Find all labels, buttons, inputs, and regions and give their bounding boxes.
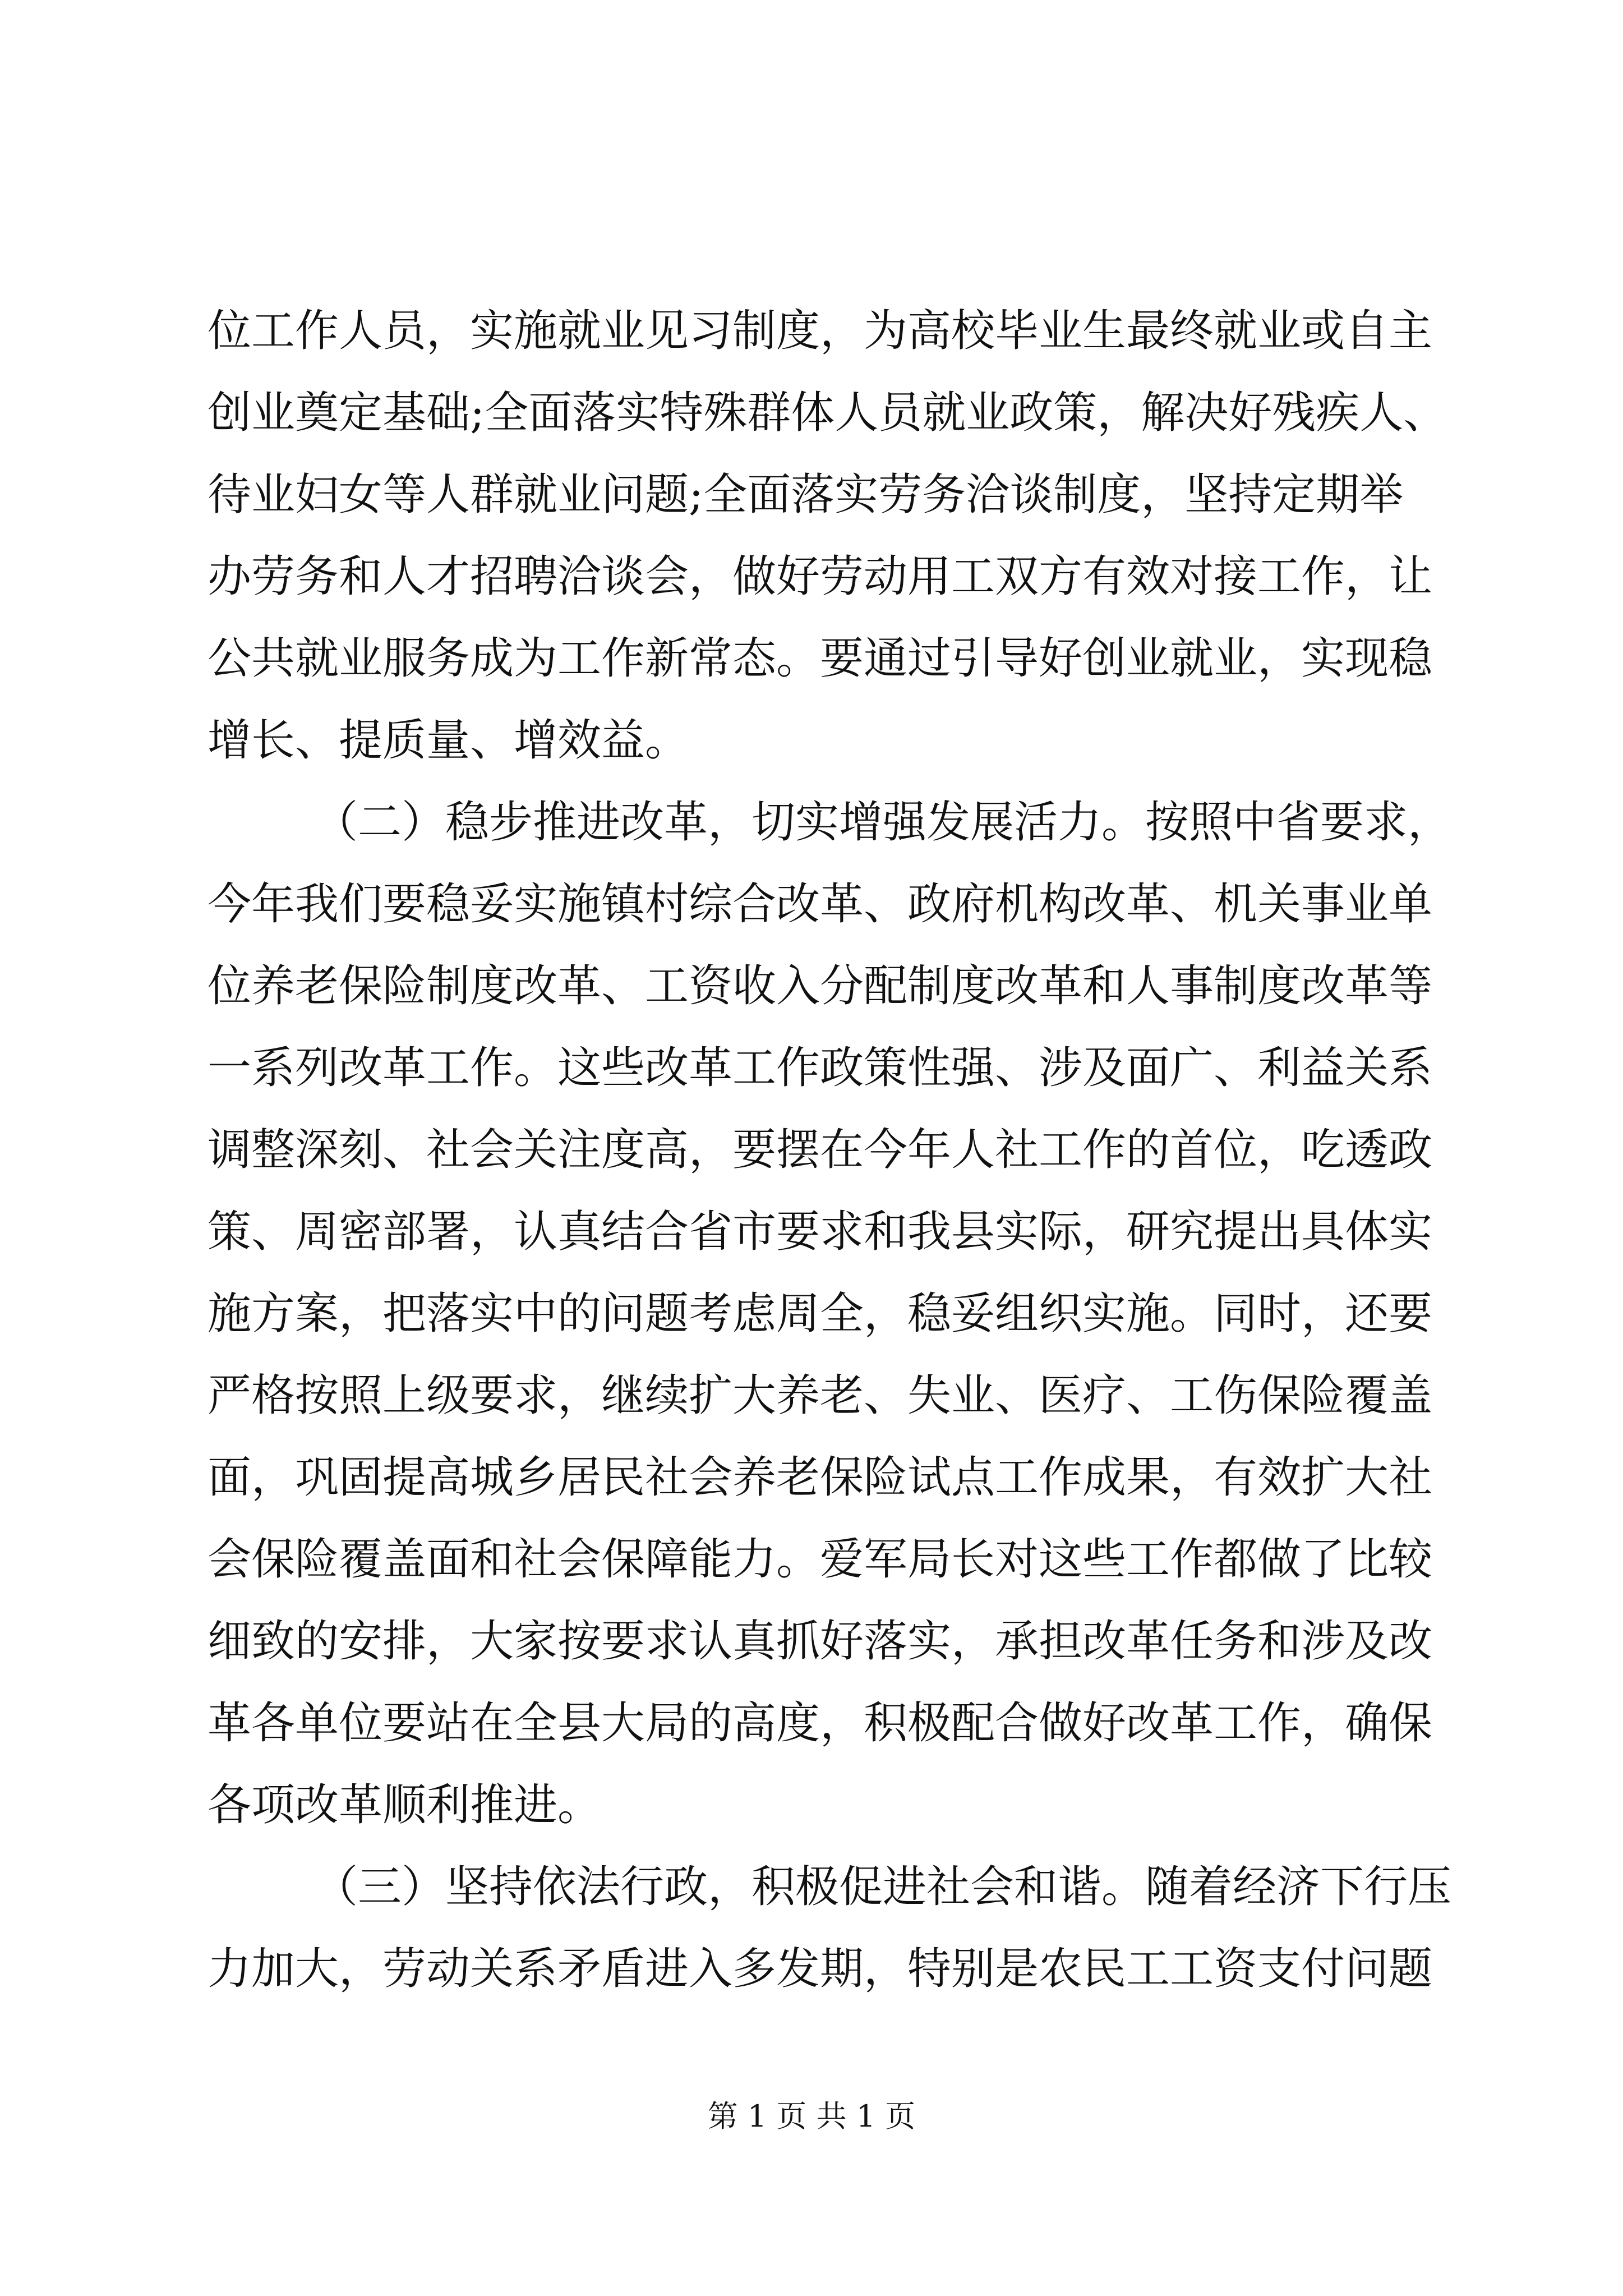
text-line: 办劳务和人才招聘洽谈会，做好劳动用工双方有效对接工作，让	[208, 551, 1433, 602]
text-line: 面，巩固提高城乡居民社会养老保险试点工作成果，有效扩大社	[208, 1452, 1433, 1503]
text-line: 革各单位要站在全县大局的高度，积极配合做好改革工作，确保	[208, 1698, 1433, 1749]
text-line: 增长、提质量、增效益。	[208, 715, 689, 766]
text-line: 严格按照上级要求，继续扩大养老、失业、医疗、工伤保险覆盖	[208, 1370, 1433, 1421]
text-line: 力加大，劳动关系矛盾进入多发期，特别是农民工工资支付问题	[208, 1944, 1433, 1994]
text-line: 策、周密部署，认真结合省市要求和我县实际，研究提出具体实	[208, 1207, 1433, 1257]
text-line: 一系列改革工作。这些改革工作政策性强、涉及面广、利益关系	[208, 1043, 1433, 1093]
text-line: 创业奠定基础;全面落实特殊群体人员就业政策，解决好残疾人、	[208, 388, 1447, 438]
paragraph-first-line: （二）稳步推进改革，切实增强发展活力。按照中省要求，	[314, 797, 1452, 848]
text-line: 公共就业服务成为工作新常态。要通过引导好创业就业，实现稳	[208, 633, 1433, 684]
text-line: 调整深刻、社会关注度高，要摆在今年人社工作的首位，吃透政	[208, 1125, 1433, 1175]
text-line: 今年我们要稳妥实施镇村综合改革、政府机构改革、机关事业单	[208, 879, 1433, 930]
text-line: 施方案，把落实中的问题考虑周全，稳妥组织实施。同时，还要	[208, 1289, 1433, 1339]
text-line: 位养老保险制度改革、工资收入分配制度改革和人事制度改革等	[208, 961, 1433, 1011]
page-footer: 第 1 页 共 1 页	[707, 2099, 916, 2134]
text-line: 待业妇女等人群就业问题;全面落实劳务洽谈制度，坚持定期举	[208, 470, 1404, 520]
text-line: 位工作人员，实施就业见习制度，为高校毕业生最终就业或自主	[208, 306, 1433, 356]
paragraph-first-line: （三）坚持依法行政，积极促进社会和谐。随着经济下行压	[314, 1862, 1452, 1912]
text-line: 细致的安排，大家按要求认真抓好落实，承担改革任务和涉及改	[208, 1616, 1433, 1667]
text-line: 会保险覆盖面和社会保障能力。爱军局长对这些工作都做了比较	[208, 1534, 1433, 1585]
text-line: 各项改革顺利推进。	[208, 1780, 602, 1830]
